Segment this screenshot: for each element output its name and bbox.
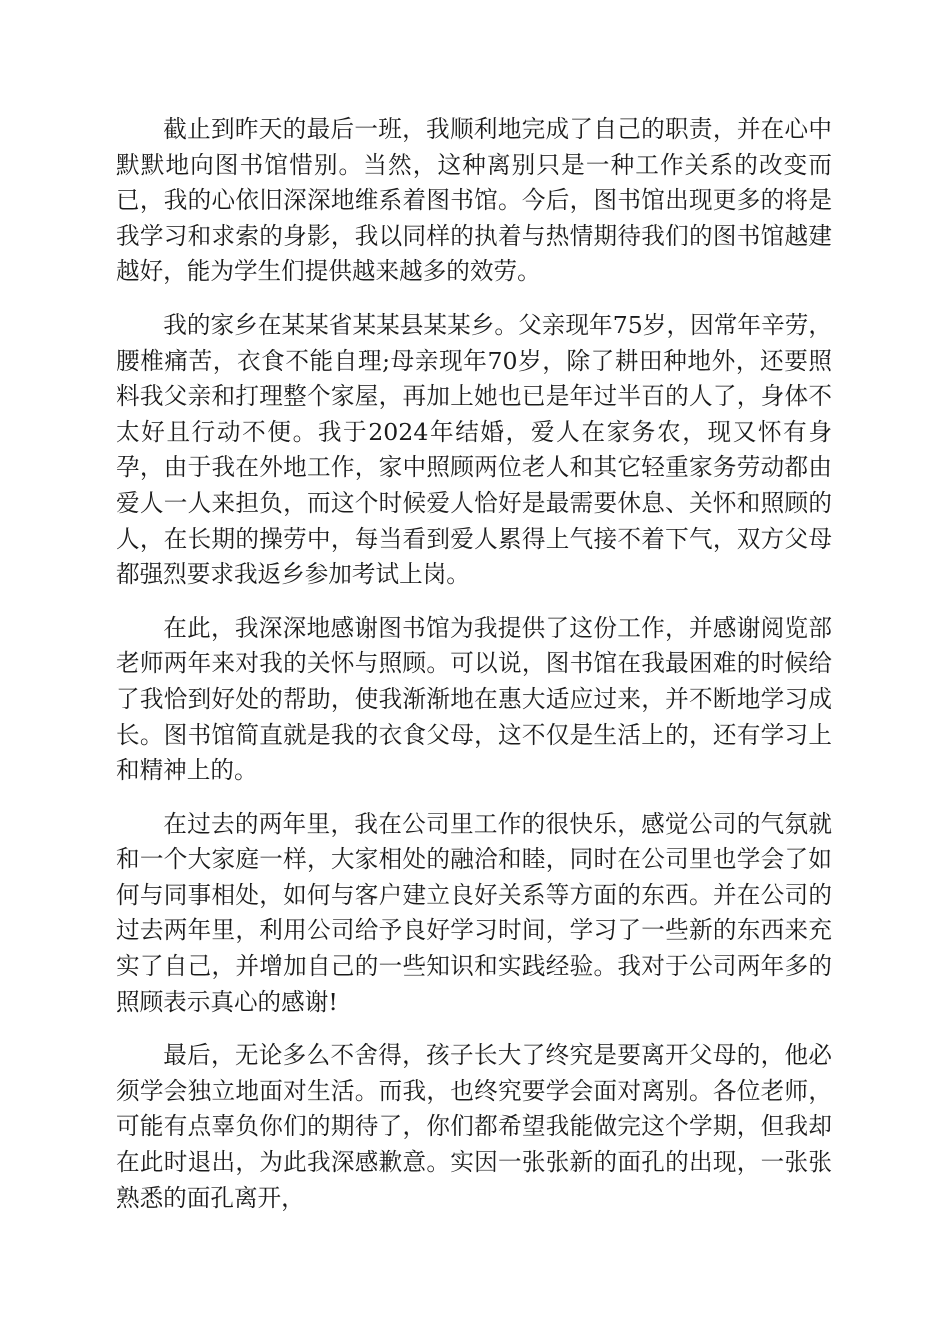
paragraph-farewell-library: 截止到昨天的最后一班，我顺利地完成了自己的职责，并在心中默默地向图书馆惜别。当然，这种离别只是一种工作关系的改变而已，我的心依旧深深地维系着图书馆。今后，图书馆出现更多的将是我学习和求索的身影，我以同样的执着与热情期待我们的图书馆越建越好，能为学生们提供越来越多的效劳。 — [116, 115, 832, 286]
document-body — [116, 112, 832, 1216]
paragraph-family-situation: 我的家乡在某某省某某县某某乡。父亲现年75岁，因常年辛劳，腰椎痛苦，衣食不能自理;母亲现年70岁，除了耕田种地外，还要照料我父亲和打理整个家屋，再加上她也已是年过半百的人了，身体不太好且行动不便。我于2024年结婚，爱人在家务农，现又怀有身孕，由于我在外地工作，家中照顾两位老人和其它轻重家务劳动都由爱人一人来担负，而这个时候爱人恰好是最需要休息、关怀和照顾的人，在长期的操劳中，每当看到爱人累得上气接不着下气，双方父母都强烈要求我返乡参加考试上岗。 — [116, 310, 832, 589]
paragraph-gratitude-library: 在此，我深深地感谢图书馆为我提供了这份工作，并感谢阅览部老师两年来对我的关怀与照顾。可以说，图书馆在我最困难的时候给了我恰到好处的帮助，使我渐渐地在惠大适应过来，并不断地学习成长。图书馆简直就是我的衣食父母，这不仅是生活上的，还有学习上和精神上的。 — [116, 613, 832, 785]
paragraph-company-experience: 在过去的两年里，我在公司里工作的很快乐，感觉公司的气氛就和一个大家庭一样，大家相处的融洽和睦，同时在公司里也学会了如何与同事相处，如何与客户建立良好关系等方面的东西。并在公司的过去两年里，利用公司给予良好学习时间，学习了一些新的东西来充实了自己，并增加自己的一些知识和实践经验。我对于公司两年多的照顾表示真心的感谢! — [116, 809, 832, 1016]
paragraph-closing: 最后，无论多么不舍得，孩子长大了终究是要离开父母的，他必须学会独立地面对生活。而我，也终究要学会面对离别。各位老师，可能有点辜负你们的期待了，你们都希望我能做完这个学期，但我却在此时退出，为此我深感歉意。实因一张张新的面孔的出现，一张张熟悉的面孔离开， — [116, 1041, 832, 1212]
